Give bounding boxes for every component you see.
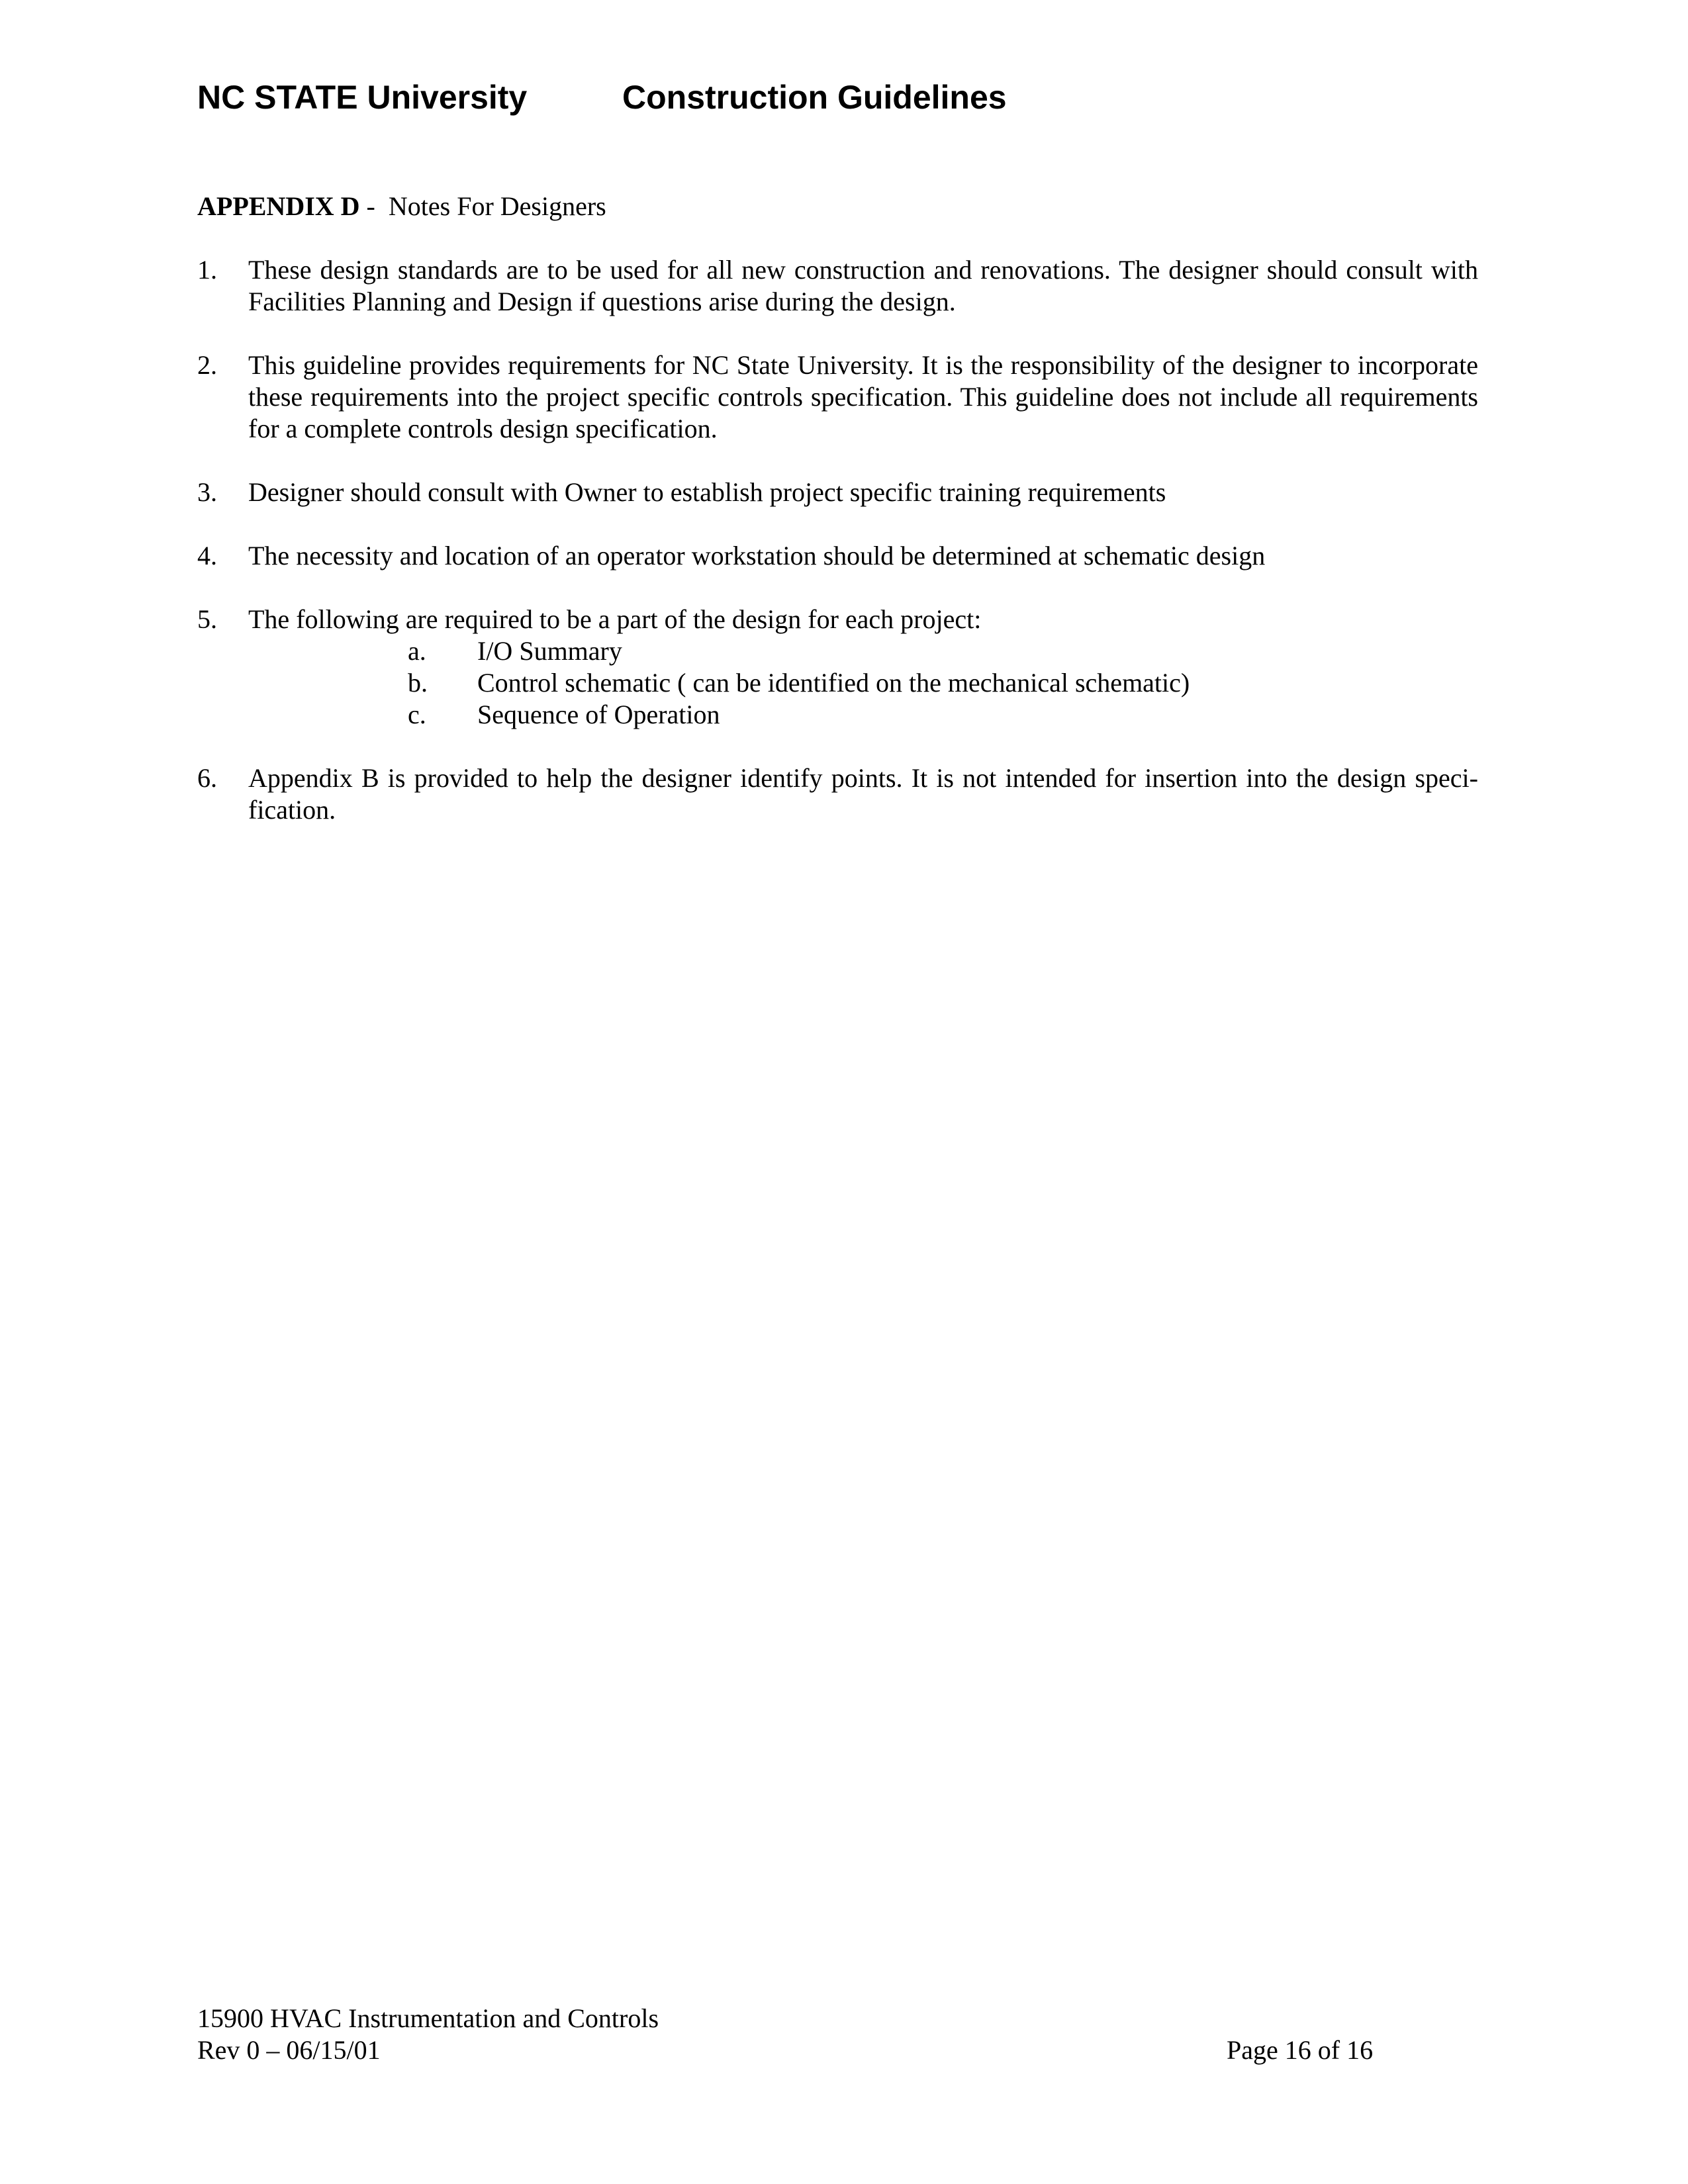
footer-row — [197, 2003, 1389, 2034]
sub-item-text: Sequence of Operation — [477, 700, 720, 729]
page-number: Page 16 of 16 — [1227, 2035, 1374, 2065]
note-text: These design standards are to be used for all new construction and renovations. The designer should consult with Facilities Planning and Design if questions arise during the design. — [248, 255, 1478, 316]
note-item — [197, 477, 1478, 508]
appendix-subtitle: Notes For Designers — [388, 191, 606, 221]
sub-item-letter: c. — [408, 700, 426, 729]
sub-item-letter: b. — [408, 668, 428, 698]
note-text: The necessity and location of an operator workstation should be determined at schematic design — [248, 541, 1266, 570]
page-footer — [197, 2003, 1389, 2066]
page-header — [197, 74, 1455, 120]
sub-item — [248, 635, 1478, 667]
note-item — [197, 604, 1478, 731]
note-number: 6. — [197, 763, 217, 793]
note-number: 2. — [197, 350, 217, 380]
appendix-heading — [197, 191, 1478, 222]
footer-row — [197, 2034, 1389, 2066]
page-content — [197, 191, 1478, 858]
sub-item-letter: a. — [408, 636, 426, 666]
sub-item — [248, 667, 1478, 699]
footer-document-title: 15900 HVAC Instrumentation and Controls — [197, 2003, 659, 2033]
required-items-list — [248, 635, 1478, 731]
sub-item — [248, 699, 1478, 731]
note-number: 1. — [197, 255, 217, 285]
notes-list — [197, 254, 1478, 826]
sub-item-text: Control schematic ( can be identified on the mechanical schematic) — [477, 668, 1190, 698]
note-number: 3. — [197, 477, 217, 507]
appendix-separator: - — [359, 191, 389, 221]
institution-name: NC STATE University — [197, 79, 528, 116]
note-number: 4. — [197, 541, 217, 570]
appendix-label: APPENDIX D — [197, 191, 360, 221]
note-text: This guideline provides requirements for NC State University. It is the responsibility of the designer to incorporate these requirements into the project specific controls specification. This guideline does not include all requirements for a complete controls design specification. — [248, 350, 1478, 443]
footer-revision: Rev 0 – 06/15/01 — [197, 2035, 381, 2065]
sub-item-text: I/O Summary — [477, 636, 622, 666]
note-item — [197, 762, 1478, 826]
note-text: Appendix B is provided to help the designer identify points. It is not intended for insertion into the design specification. — [248, 763, 1478, 825]
document-title: Construction Guidelines — [622, 79, 1007, 116]
note-item — [197, 349, 1478, 445]
note-item — [197, 540, 1478, 572]
note-item — [197, 254, 1478, 318]
note-number: 5. — [197, 604, 217, 634]
note-text: The following are required to be a part of the design for each project: — [248, 604, 982, 634]
note-text: Designer should consult with Owner to establish project specific training requirements — [248, 477, 1166, 507]
